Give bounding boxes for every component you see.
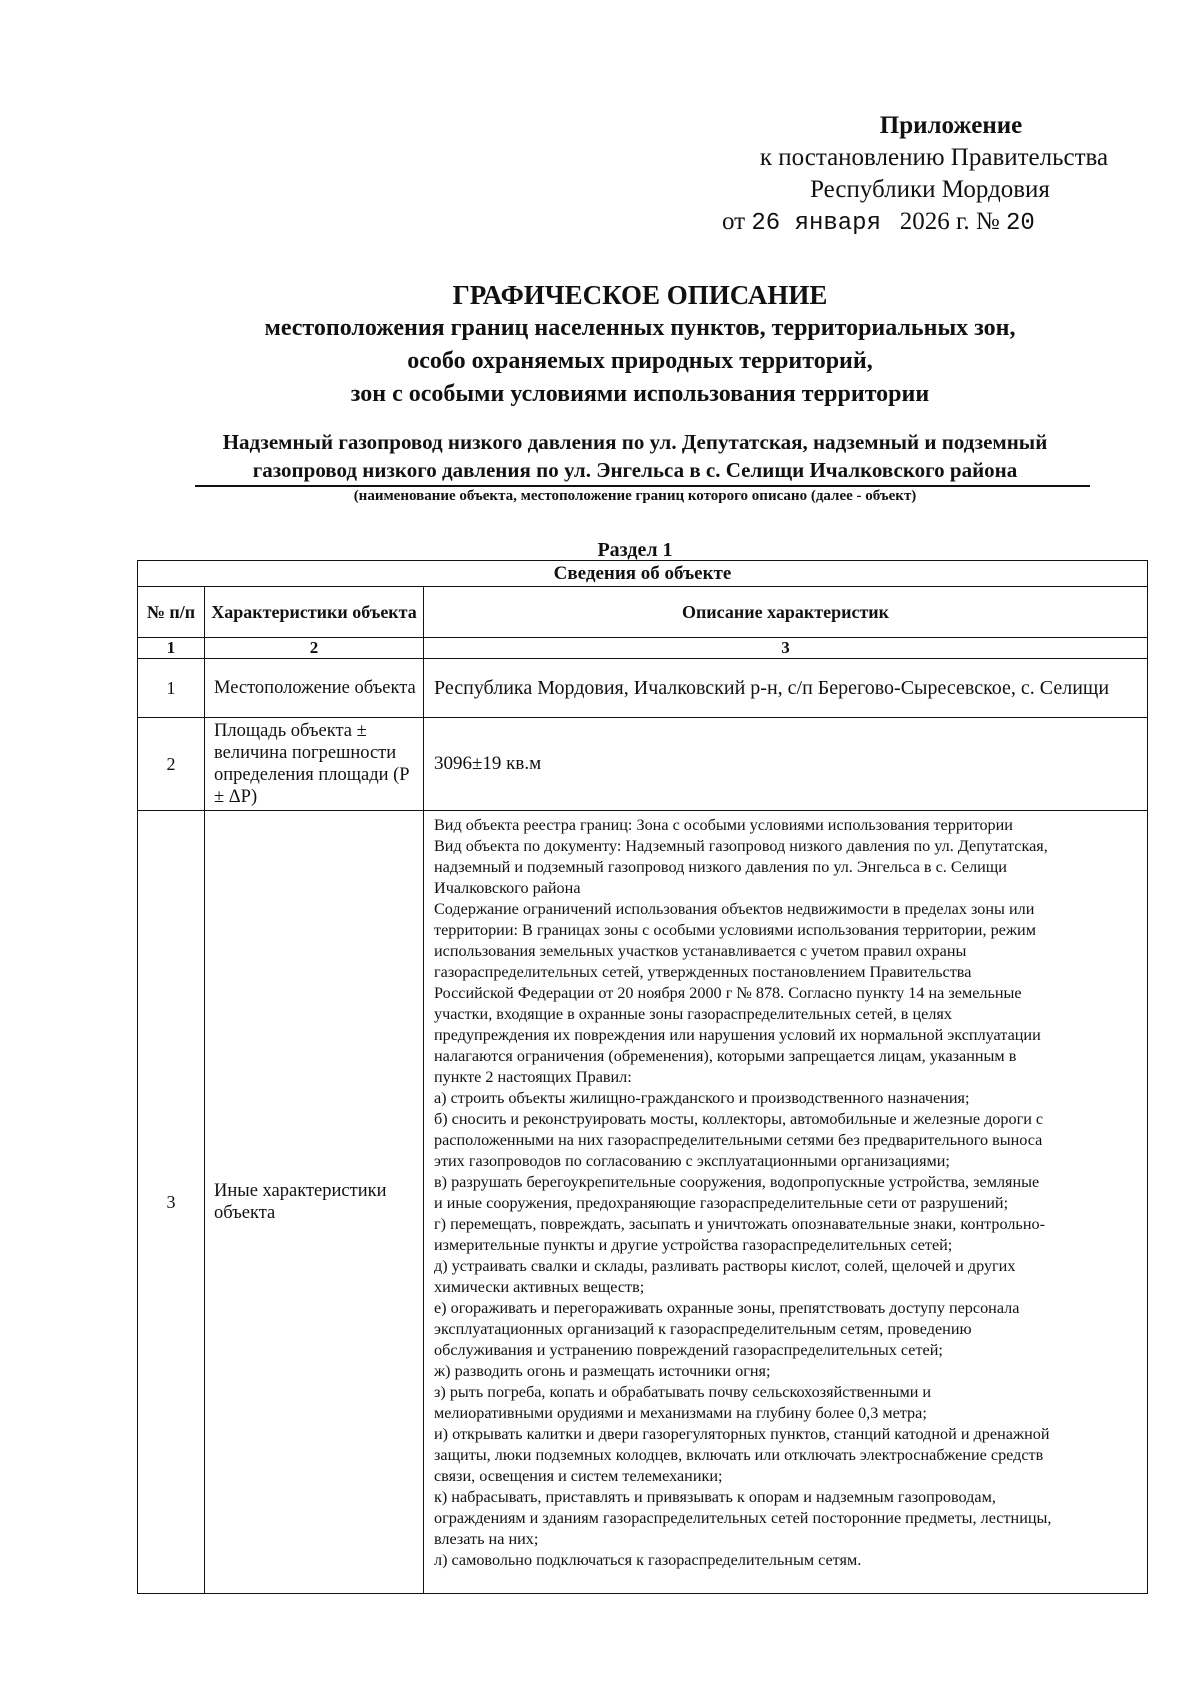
restriction-item: связи, освещения и систем телемеханики;	[434, 1467, 723, 1485]
description-line: налагаются ограничения (обременения), которыми запрещается лицам, указанным в	[434, 1047, 1017, 1065]
restriction-item: е) огораживать и перегораживать охранные зоны, препятствовать доступу персонала	[434, 1299, 1020, 1317]
table-row	[138, 811, 1148, 1594]
row-number: 3	[138, 811, 205, 1594]
restriction-item: з) рыть погреба, копать и обрабатывать почву сельскохозяйственными и	[434, 1383, 932, 1401]
description-line: использования земельных участков устанавливается с учетом правил охраны	[434, 942, 967, 960]
document-number: 20	[1006, 210, 1035, 237]
row-number: 2	[138, 718, 205, 811]
header-characteristics: Характеристики объекта	[205, 587, 424, 638]
approval-block	[720, 110, 1120, 240]
table-caption: Сведения об объекте	[138, 561, 1148, 587]
row-characteristic: Площадь объекта ± величина погрешности определения площади (P ± ΔP)	[205, 718, 424, 811]
description-line: участки, входящие в охранные зоны газораспределительных сетей, в целях	[434, 1005, 952, 1023]
row-characteristic: Иные характеристики объекта	[205, 811, 424, 1594]
subtitle-line-2: особо охраняемых природных территорий,	[407, 348, 873, 374]
subtitle-line-3: зон с особыми условиями использования территории	[350, 381, 930, 407]
restriction-item: б) сносить и реконструировать мосты, коллекторы, автомобильные и железные дороги с	[434, 1110, 1044, 1128]
approval-line-decree: к постановлению Правительства	[759, 144, 1109, 171]
description-line: Ичалковского района	[434, 879, 581, 897]
restriction-item: измерительные пункты и другие устройства газораспределительных сетей;	[434, 1236, 953, 1254]
row-characteristic: Местоположение объекта	[205, 659, 424, 718]
subtitle-line-1: местоположения границ населенных пунктов, территориальных зон,	[264, 315, 1016, 341]
restriction-item: и иные сооружения, предохраняющие газораспределительные сети от разрушений;	[434, 1194, 1009, 1212]
description-line: предупреждения их повреждения или нарушения условий их нормальной эксплуатации	[434, 1026, 1041, 1044]
table-row	[138, 718, 1148, 811]
row-description: 3096±19 кв.м	[424, 718, 1148, 811]
restriction-item: и) открывать калитки и двери газорегуляторных пунктов, станций катодной и дренажной	[434, 1425, 1050, 1443]
restriction-item: этих газопроводов по согласованию с эксплуатационными организациями;	[434, 1152, 950, 1170]
row-description-text	[424, 811, 1148, 1594]
date-prefix: от	[722, 208, 746, 235]
row-number: 1	[138, 659, 205, 718]
document-heading	[120, 278, 1160, 411]
description-line: пункте 2 настоящих Правил:	[434, 1068, 632, 1086]
restriction-item: к) набрасывать, приставлять и привязывать к опорам и надземным газопроводам,	[434, 1488, 996, 1506]
restriction-item: л) самовольно подключаться к газораспределительным сетям.	[434, 1551, 862, 1569]
object-name-line-2: газопровод низкого давления по ул. Энгельса в с. Селищи Ичалковского района	[252, 458, 1018, 482]
restriction-item: г) перемещать, повреждать, засыпать и уничтожать опознавательные знаки, контрольно-	[434, 1215, 1045, 1233]
restriction-item: защиты, люки подземных колодцев, включать или отключать электроснабжение средств	[434, 1446, 1044, 1464]
document-title: ГРАФИЧЕСКОЕ ОПИСАНИЕ	[452, 280, 828, 310]
object-name-caption: (наименование объекта, местоположение границ которого описано (далее - объект)	[353, 488, 917, 504]
restriction-item: химически активных веществ;	[434, 1278, 645, 1296]
object-name	[135, 428, 1135, 484]
restriction-item: в) разрушать берегоукрепительные сооружения, водопропускные устройства, земляные	[434, 1173, 1040, 1191]
description-line: Вид объекта реестра границ: Зона с особыми условиями использования территории	[434, 816, 1013, 834]
table-row	[138, 659, 1148, 718]
restriction-item: расположенными на них газораспределительными сетями без предварительного выноса	[434, 1131, 1043, 1149]
restriction-item: мелиоративными орудиями и механизмами на глубину более 0,3 метра;	[434, 1404, 927, 1422]
number-sign: №	[975, 208, 1000, 235]
column-number: 1	[138, 638, 205, 659]
restriction-item: эксплуатационных организаций к газораспределительным сетям, проведению	[434, 1320, 972, 1338]
header-number: № п/п	[138, 587, 205, 638]
description-line: территории: В границах зоны с особыми условиями использования территории, режим	[434, 921, 1036, 939]
description-line: Вид объекта по документу: Надземный газопровод низкого давления по ул. Депутатская,	[434, 837, 1048, 855]
table-header-row	[138, 587, 1148, 638]
date-value: 26 января	[751, 210, 881, 237]
description-line: Российской Федерации от 20 ноября 2000 г № 878. Согласно пункту 14 на земельные	[434, 984, 1022, 1002]
approval-date-line	[720, 206, 1120, 240]
column-number: 3	[424, 638, 1148, 659]
row-description: Республика Мордовия, Ичалковский р-н, с/п Берегово-Сыресевское, с. Селищи	[424, 659, 1148, 718]
description-line: Содержание ограничений использования объектов недвижимости в пределах зоны или	[434, 900, 1035, 918]
column-number: 2	[205, 638, 424, 659]
restriction-item: а) строить объекты жилищно-гражданского и производственного назначения;	[434, 1089, 970, 1107]
description-line: надземный и подземный газопровод низкого давления по ул. Энгельса в с. Селищи	[434, 858, 1007, 876]
section-title: Раздел 1	[597, 539, 673, 561]
object-info-table	[137, 560, 1148, 1594]
table-caption-row	[138, 561, 1148, 587]
restriction-item: ж) разводить огонь и размещать источники огня;	[434, 1362, 771, 1380]
approval-title: Приложение	[879, 112, 1023, 139]
restriction-item: д) устраивать свалки и склады, разливать растворы кислот, солей, щелочей и других	[434, 1257, 1016, 1275]
approval-line-republic: Республики Мордовия	[810, 176, 1050, 203]
restriction-item: обслуживания и устранению повреждений газораспределительных сетей;	[434, 1341, 943, 1359]
restriction-item: ограждениям и зданиям газораспределительных сетей посторонние предметы, лестницы,	[434, 1509, 1052, 1527]
object-name-line-1: Надземный газопровод низкого давления по ул. Депутатская, надземный и подземный	[222, 430, 1048, 454]
restriction-item: влезать на них;	[434, 1530, 539, 1548]
description-line: газораспределительных сетей, утвержденных постановлением Правительства	[434, 963, 972, 981]
header-description: Описание характеристик	[424, 587, 1148, 638]
date-year: 2026 г.	[899, 208, 970, 235]
column-number-row	[138, 638, 1148, 659]
